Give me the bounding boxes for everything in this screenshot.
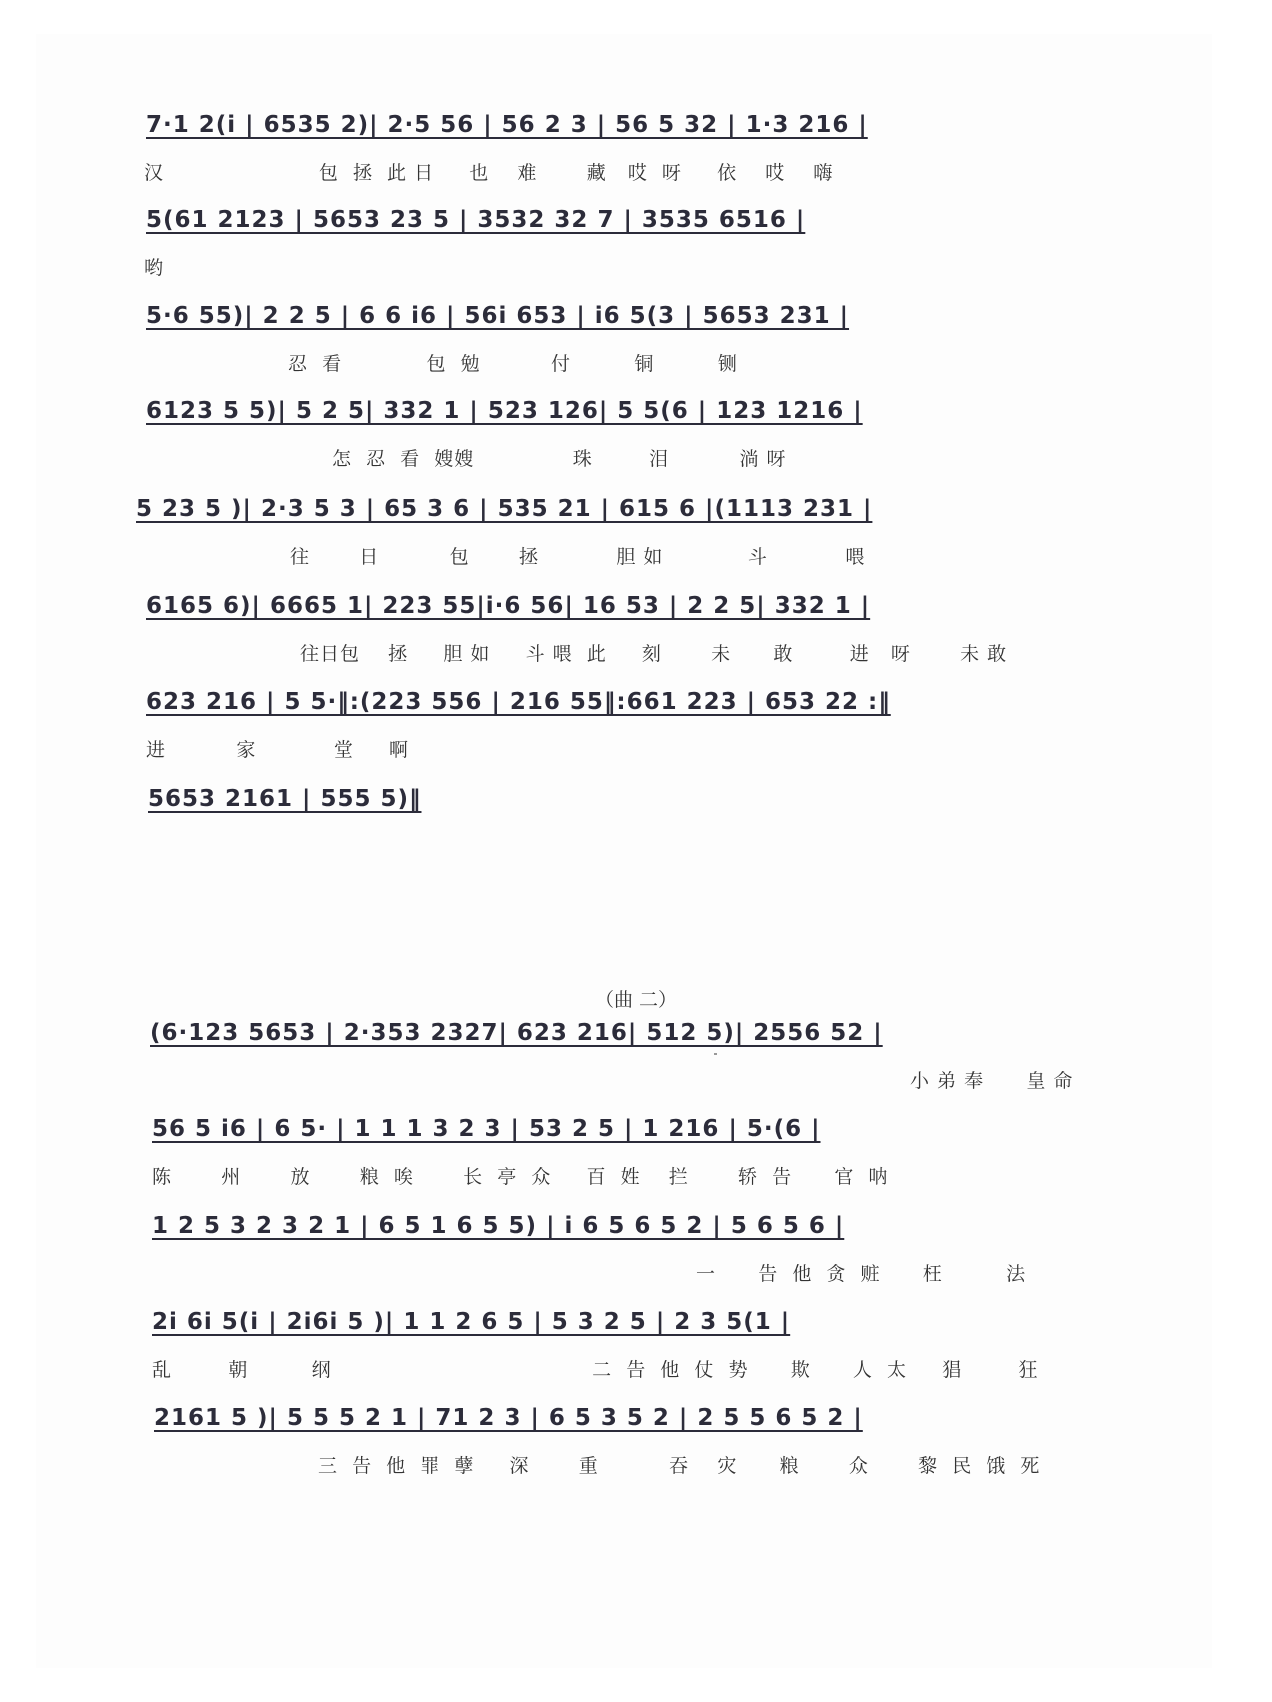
score-line xyxy=(0,112,1272,206)
lyric: 怎 忍 看 嫂嫂 珠 泪 淌 呀 xyxy=(332,448,787,470)
score-line xyxy=(0,1405,1272,1499)
notation: 2i 6i 5(i | 2i6i 5 )| 1 1 2 6 5 | 5 3 2 5 | 2 3 5(1 | xyxy=(152,1309,791,1335)
score-line xyxy=(0,1020,1272,1114)
score-line xyxy=(0,1116,1272,1210)
section-title: （曲 二） xyxy=(594,989,678,1011)
lyric: 一 告 他 贪 赃 枉 法 xyxy=(696,1263,1027,1285)
score-line xyxy=(0,689,1272,783)
lyric: 乱 朝 纲 二 告 他 仗 势 欺 人 太 猖 狂 xyxy=(152,1359,1039,1381)
lyric: 往日包 拯 胆 如 斗 喂 此 刻 未 敢 进 呀 未 敢 xyxy=(300,643,1008,665)
notation: 6165 6)| 6665 1| 223 55|i·6 56| 16 53 | 2 2 5| 332 1 | xyxy=(146,593,871,619)
score-line xyxy=(0,1309,1272,1403)
notation: 1 2 5 3 2 3 2 1 | 6 5 1 6 5 5) | i 6 5 6 5 2 | 5 6 5 6 | xyxy=(152,1213,845,1239)
notation: 5·6 55)| 2 2 5 | 6 6 i6 | 56i 653 | i6 5(3 | 5653 231 | xyxy=(146,303,850,329)
notation: 5 23 5 )| 2·3 5 3 | 65 3 6 | 535 21 | 615 6 |(1113 231 | xyxy=(136,496,873,522)
score-line xyxy=(0,496,1272,590)
lyric: 往 日 包 拯 胆 如 斗 喂 xyxy=(290,546,866,568)
lyric: 小 弟 奉 皇 命 xyxy=(910,1070,1074,1092)
notation: 6123 5 5)| 5 2 5| 332 1 | 523 126| 5 5(6 | 123 1216 | xyxy=(146,398,863,424)
notation: 5653 2161 | 555 5)‖ xyxy=(148,786,422,812)
notation: 623 216 | 5 5·‖:(223 556 | 216 55‖:661 223 | 653 22 :‖ xyxy=(146,689,891,715)
lyric: 三 告 他 罪 孽 深 重 吞 灾 粮 众 黎 民 饿 死 xyxy=(318,1455,1041,1477)
score-line xyxy=(0,593,1272,687)
notation: 7·1 2(i | 6535 2)| 2·5 56 | 56 2 3 | 56 5 32 | 1·3 216 | xyxy=(146,112,868,138)
notation: (6·123 5653 | 2·353 2327| 623 216| 512 5)| 2556 52 | xyxy=(150,1020,883,1046)
score-line xyxy=(0,1213,1272,1307)
score-line xyxy=(0,303,1272,397)
lyric: 汉 包 拯 此 日 也 难 藏 哎 呀 依 哎 嗨 xyxy=(144,162,834,184)
lyric: 陈 州 放 粮 唉 长 亭 众 百 姓 拦 轿 告 官 呐 xyxy=(152,1166,889,1188)
lyric: 哟 xyxy=(144,257,165,279)
score-line xyxy=(0,786,1272,880)
score-line xyxy=(0,398,1272,492)
lyric: 进 家 堂 啊 xyxy=(146,739,410,761)
score-line xyxy=(0,207,1272,301)
notation: 2161 5 )| 5 5 5 2 1 | 71 2 3 | 6 5 3 5 2 | 2 5 5 6 5 2 | xyxy=(154,1405,863,1431)
notation: 5(61 2123 | 5653 23 5 | 3532 32 7 | 3535 6516 | xyxy=(146,207,806,233)
notation: 56 5 i6 | 6 5· | 1 1 1 3 2 3 | 53 2 5 | 1 216 | 5·(6 | xyxy=(152,1116,821,1142)
lyric: 忍 看 包 勉 付 铜 铡 xyxy=(288,353,738,375)
